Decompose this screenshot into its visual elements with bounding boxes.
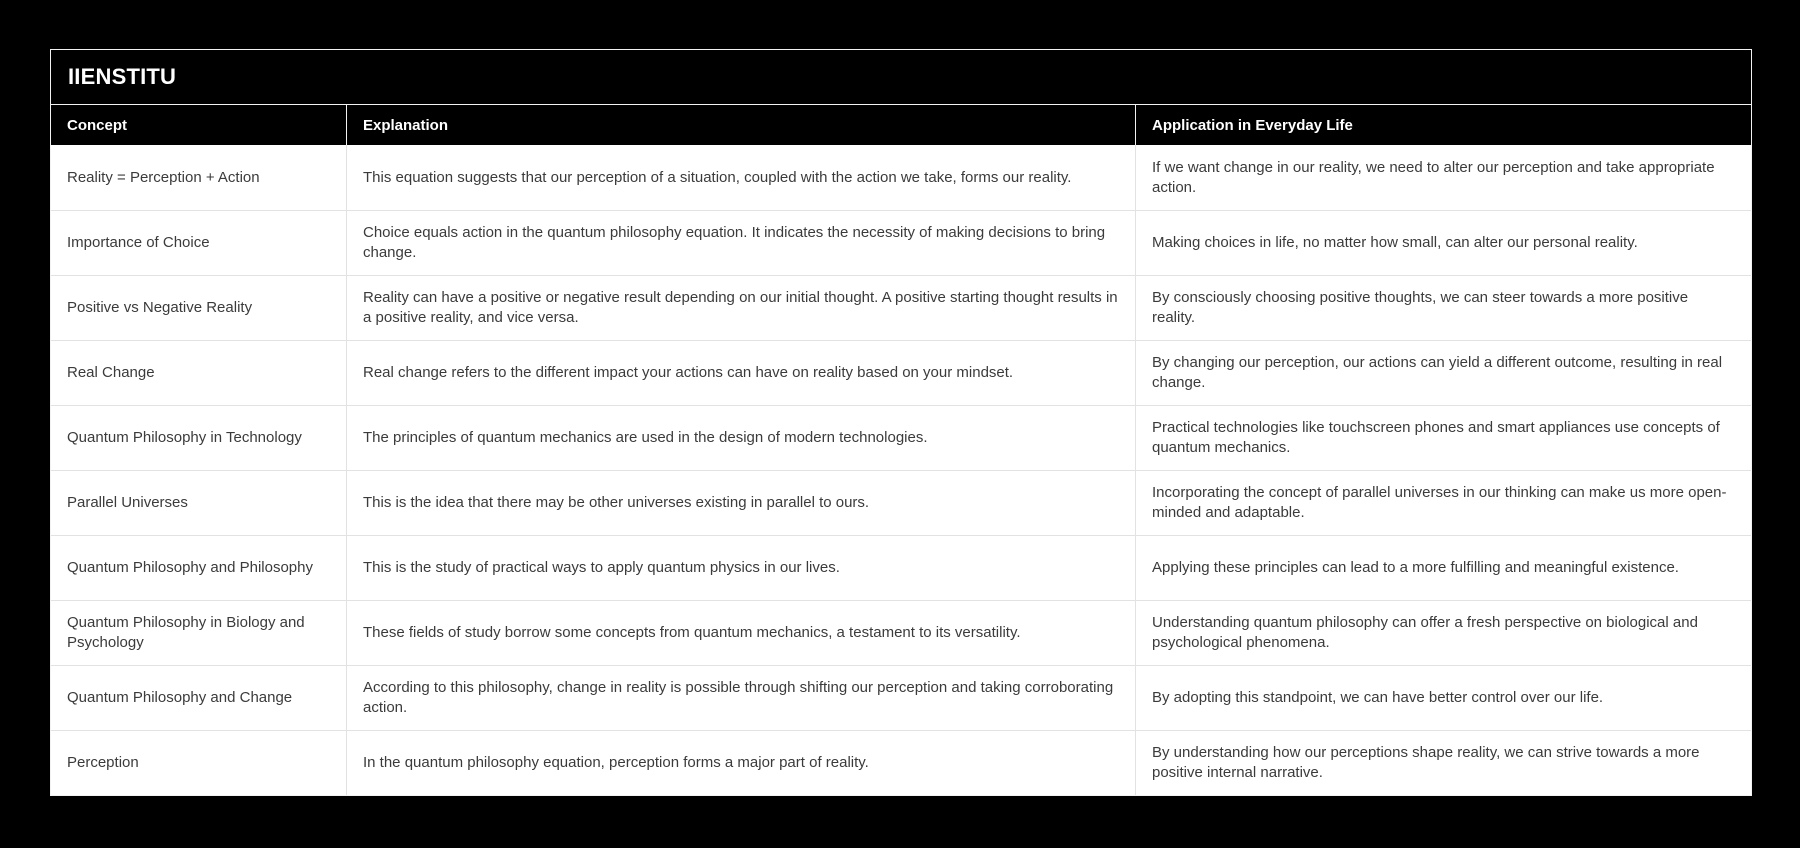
- concepts-table: [51, 105, 1751, 795]
- explanation-cell: These fields of study borrow some concepts from quantum mechanics, a testament to its versatility.: [347, 600, 1136, 665]
- explanation-cell: Choice equals action in the quantum philosophy equation. It indicates the necessity of making decisions to bring change.: [347, 210, 1136, 275]
- concept-cell: Importance of Choice: [51, 210, 347, 275]
- explanation-cell: This is the study of practical ways to apply quantum physics in our lives.: [347, 535, 1136, 600]
- column-header-explanation: Explanation: [347, 105, 1136, 145]
- application-cell: By understanding how our perceptions shape reality, we can strive towards a more positive internal narrative.: [1136, 730, 1751, 795]
- application-cell: Practical technologies like touchscreen phones and smart appliances use concepts of quantum mechanics.: [1136, 405, 1751, 470]
- explanation-cell: Reality can have a positive or negative result depending on our initial thought. A positive starting thought results in a positive reality, and vice versa.: [347, 275, 1136, 340]
- concept-cell: Positive vs Negative Reality: [51, 275, 347, 340]
- explanation-cell: This is the idea that there may be other universes existing in parallel to ours.: [347, 470, 1136, 535]
- concept-cell: Reality = Perception + Action: [51, 145, 347, 210]
- concept-cell: Real Change: [51, 340, 347, 405]
- application-cell: If we want change in our reality, we need to alter our perception and take appropriate action.: [1136, 145, 1751, 210]
- table-card: [50, 49, 1752, 796]
- explanation-cell: According to this philosophy, change in reality is possible through shifting our perception and taking corroborating action.: [347, 665, 1136, 730]
- application-cell: By consciously choosing positive thoughts, we can steer towards a more positive reality.: [1136, 275, 1751, 340]
- application-cell: By adopting this standpoint, we can have better control over our life.: [1136, 665, 1751, 730]
- explanation-cell: Real change refers to the different impact your actions can have on reality based on your mindset.: [347, 340, 1136, 405]
- table-title-bar: [51, 50, 1751, 105]
- concept-cell: Quantum Philosophy and Philosophy: [51, 535, 347, 600]
- concept-cell: Quantum Philosophy in Biology and Psychology: [51, 600, 347, 665]
- application-cell: Incorporating the concept of parallel universes in our thinking can make us more open-minded and adaptable.: [1136, 470, 1751, 535]
- concept-cell: Perception: [51, 730, 347, 795]
- concept-cell: Quantum Philosophy in Technology: [51, 405, 347, 470]
- application-cell: Understanding quantum philosophy can offer a fresh perspective on biological and psychological phenomena.: [1136, 600, 1751, 665]
- application-cell: By changing our perception, our actions can yield a different outcome, resulting in real change.: [1136, 340, 1751, 405]
- column-header-application: Application in Everyday Life: [1136, 105, 1751, 145]
- column-header-concept: Concept: [51, 105, 347, 145]
- concept-cell: Parallel Universes: [51, 470, 347, 535]
- explanation-cell: The principles of quantum mechanics are used in the design of modern technologies.: [347, 405, 1136, 470]
- application-cell: Making choices in life, no matter how small, can alter our personal reality.: [1136, 210, 1751, 275]
- brand-title: IIENSTITU: [68, 64, 177, 89]
- application-cell: Applying these principles can lead to a more fulfilling and meaningful existence.: [1136, 535, 1751, 600]
- explanation-cell: This equation suggests that our perception of a situation, coupled with the action we take, forms our reality.: [347, 145, 1136, 210]
- concept-cell: Quantum Philosophy and Change: [51, 665, 347, 730]
- explanation-cell: In the quantum philosophy equation, perception forms a major part of reality.: [347, 730, 1136, 795]
